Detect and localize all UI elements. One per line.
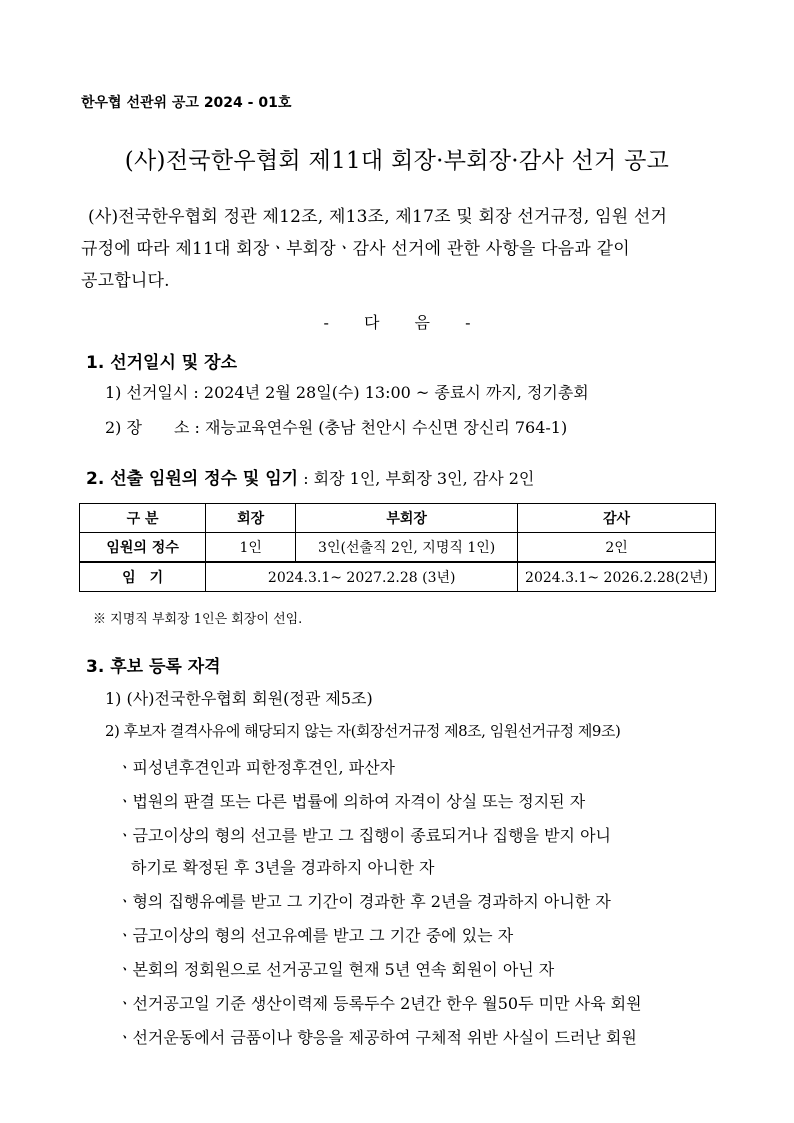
table-row bbox=[80, 562, 716, 592]
officer-table bbox=[79, 503, 716, 592]
table-cell: 2인 bbox=[518, 533, 716, 563]
section-3-heading: 3. 후보 등록 자격 bbox=[86, 657, 221, 677]
table-cell: 2024.3.1~ 2026.2.28(2년) bbox=[525, 570, 709, 586]
section-1-heading: 1. 선거일시 및 장소 bbox=[86, 353, 237, 373]
table-cell: 임 기 bbox=[80, 562, 206, 592]
disqualification-item: ㆍ형의 집행유예를 받고 그 기간이 경과한 후 2년을 경과하지 아니한 자 bbox=[117, 892, 611, 911]
page-title: (사)전국한우협회 제11대 회장·부회장·감사 선거 공고 bbox=[124, 148, 670, 174]
eligibility-item-2: 2) 후보자 결격사유에 해당되지 않는 자(회장선거규정 제8조, 임원선거규정 제9조) bbox=[105, 722, 621, 740]
intro-line-2: 규정에 따라 제11대 회장ㆍ부회장ㆍ감사 선거에 관한 사항을 다음과 같이 bbox=[81, 239, 630, 259]
disqualification-item: ㆍ선거운동에서 금품이나 향응을 제공하여 구체적 위반 사실이 드러난 회원 bbox=[117, 1028, 637, 1047]
table-header-cell: 감사 bbox=[518, 504, 716, 533]
disqualification-item: ㆍ법원의 판결 또는 다른 법률에 의하여 자격이 상실 또는 정지된 자 bbox=[117, 792, 586, 811]
disqualification-item: ㆍ금고이상의 형의 선고를 받고 그 집행이 종료되거나 집행을 받지 아니 bbox=[117, 826, 611, 845]
section-2-summary: : 회장 1인, 부회장 3인, 감사 2인 bbox=[298, 469, 535, 488]
intro-line-1: (사)전국한우협회 정관 제12조, 제13조, 제17조 및 회장 선거규정, 임원 선거 bbox=[88, 207, 668, 227]
table-header-cell: 구 분 bbox=[80, 504, 206, 533]
section-2-line bbox=[86, 464, 534, 489]
table-cell: 3인(선출직 2인, 지명직 1인) bbox=[296, 533, 518, 563]
notice-number: 한우협 선관위 공고 2024 - 01호 bbox=[81, 95, 292, 111]
disqualification-item: ㆍ본회의 정회원으로 선거공고일 현재 5년 연속 회원이 아닌 자 bbox=[117, 960, 555, 979]
disqualification-item: ㆍ피성년후견인과 피한정후견인, 파산자 bbox=[117, 758, 396, 777]
election-place-item: 2) 장 소 : 재능교육연수원 (충남 천안시 수신면 장신리 764-1) bbox=[105, 418, 568, 437]
table-header-cell: 부회장 bbox=[296, 504, 518, 533]
term-cell-group bbox=[206, 562, 716, 592]
table-cell: 2024.3.1~ 2027.2.28 (3년) bbox=[206, 563, 518, 591]
election-date-item: 1) 선거일시 : 2024년 2월 28일(수) 13:00 ~ 종료시 까지, 정기총회 bbox=[105, 383, 589, 402]
table-header-row bbox=[80, 504, 716, 533]
section-2-heading: 2. 선출 임원의 정수 및 임기 bbox=[86, 469, 299, 489]
disqualification-item: ㆍ선거공고일 기준 생산이력제 등록두수 2년간 한우 월50두 미만 사육 회원 bbox=[117, 994, 642, 1013]
disqualification-item: ㆍ금고이상의 형의 선고유예를 받고 그 기간 중에 있는 자 bbox=[117, 926, 514, 945]
eligibility-item-1: 1) (사)전국한우협회 회원(정관 제5조) bbox=[105, 689, 373, 708]
intro-line-3: 공고합니다. bbox=[81, 271, 170, 291]
dagum-divider: - 다 음 - bbox=[323, 313, 471, 332]
table-header-cell: 회장 bbox=[206, 504, 296, 533]
disqualification-item-continued: 하기로 확정된 후 3년을 경과하지 아니한 자 bbox=[131, 858, 435, 877]
table-cell: 1인 bbox=[206, 533, 296, 563]
table-row bbox=[80, 533, 716, 563]
table-note: ※ 지명직 부회장 1인은 회장이 선임. bbox=[93, 612, 303, 627]
table-cell: 임원의 정수 bbox=[80, 533, 206, 563]
